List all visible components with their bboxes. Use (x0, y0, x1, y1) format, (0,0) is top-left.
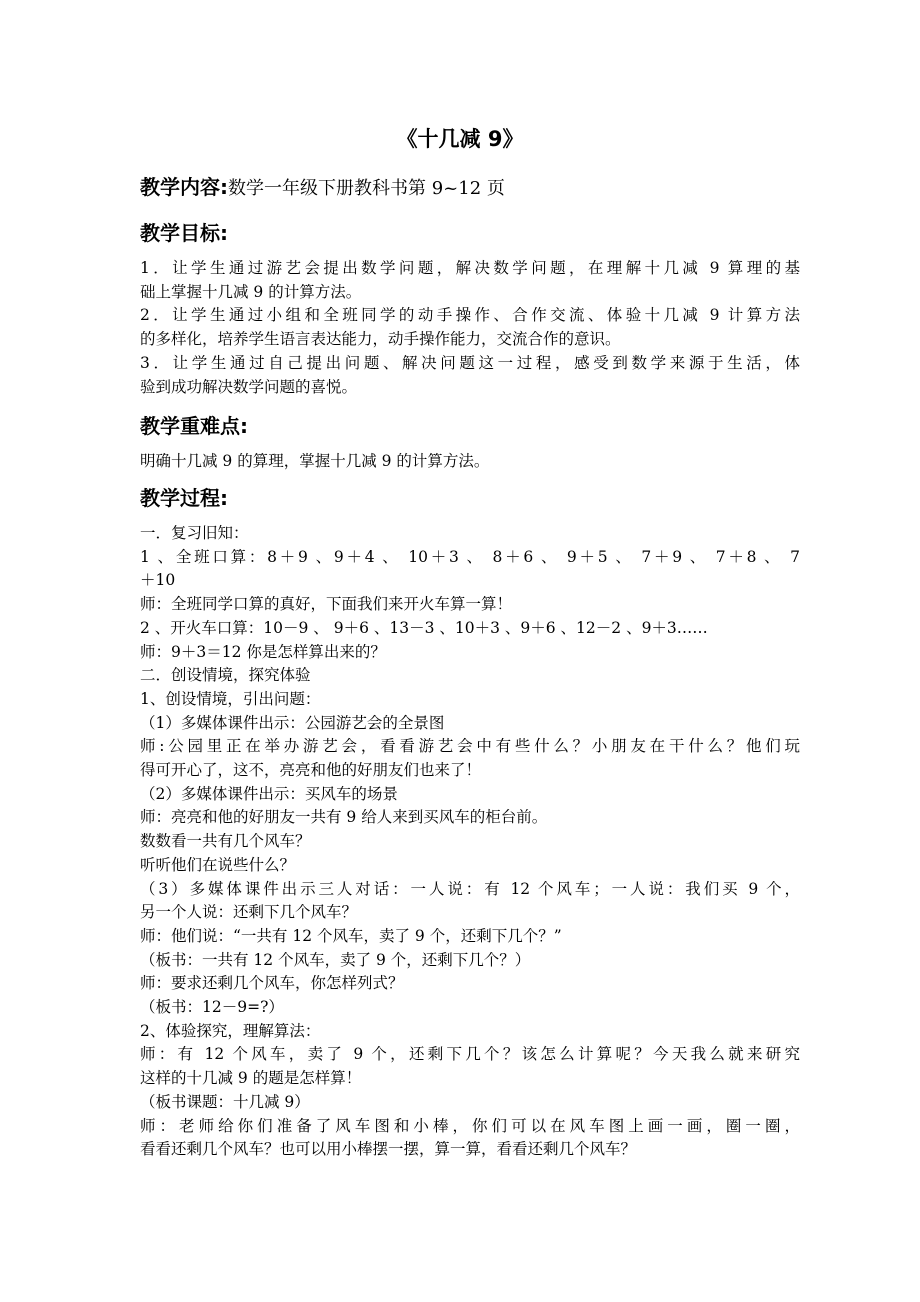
process-line: 师：有 12 个风车，卖了 9 个，还剩下几个？该怎么计算呢？今天我么就来研究 (140, 1045, 800, 1064)
process-line: 1、创设情境，引出问题： (140, 689, 321, 708)
objective-line: 1．让学生通过游艺会提出数学问题，解决数学问题，在理解十几减 9 算理的基 (140, 259, 800, 277)
process-line: （3）多媒体课件出示三人对话：一人说：有 12 个风车；一人说：我们买 9 个， (140, 879, 800, 898)
process-line: 师：他们说：“一共有 12 个风车，卖了 9 个，还剩下几个？” (140, 926, 562, 945)
objectives-heading: 教学目标: (140, 221, 228, 245)
process-heading: 教学过程: (140, 486, 228, 510)
objective-line: 3．让学生通过自己提出问题、解决问题这一过程，感受到数学来源于生活，体 (140, 353, 800, 372)
objective-line: 2．让学生通过小组和全班同学的动手操作、合作交流、体验十几减 9 计算方法 (140, 306, 800, 325)
process-line: 1 、全班口算：8＋9 、9＋4 、 10＋3 、 8＋6 、 9＋5 、 7＋9 、 7＋8 、 7 (140, 547, 800, 566)
process-line: 师：9＋3＝12 你是怎样算出来的？ (140, 642, 386, 661)
process-line: 听听他们在说些什么？ (140, 855, 296, 874)
process-line: 2、体验探究，理解算法： (140, 1021, 321, 1040)
process-line: 另一个人说：还剩下几个风车？ (140, 903, 358, 922)
teaching-content-label: 教学内容: (140, 175, 228, 199)
process-line: （板书课题：十几减 9） (140, 1092, 310, 1111)
process-line: 这样的十几减 9 的题是怎样算！ (140, 1069, 362, 1088)
keypoints-text: 明确十几减 9 的算理，掌握十几减 9 的计算方法。 (140, 452, 490, 470)
process-line: 师：全班同学口算的真好，下面我们来开火车算一算！ (140, 595, 513, 614)
process-line: （2）多媒体课件出示：买风车的场景 (140, 784, 398, 803)
objectives-block (140, 257, 800, 399)
process-line: （板书：一共有 12 个风车，卖了 9 个，还剩下几个？） (140, 950, 531, 969)
teaching-content (140, 174, 800, 202)
process-line: 数数看一共有几个风车？ (140, 832, 311, 851)
process-line: 得可开心了，这不，亮亮和他的好朋友们也来了！ (140, 761, 482, 780)
process-block (140, 522, 800, 1162)
process-line: 师：亮亮和他的好朋友一共有 9 给人来到买风车的柜台前。 (140, 808, 548, 827)
keypoints-heading: 教学重难点: (140, 414, 248, 438)
process-line: 二．创设情境，探究体验 (140, 666, 311, 685)
process-line: 师：要求还剩几个风车，你怎样列式？ (140, 974, 404, 993)
process-line: 师:公园里正在举办游艺会，看看游艺会中有些什么？小朋友在干什么？他们玩 (140, 737, 800, 756)
document-title: 《十几减 9》 (396, 127, 524, 151)
process-line: （1）多媒体课件出示：公园游艺会的全景图 (140, 713, 445, 732)
keypoints-block (140, 450, 800, 474)
process-line: 一．复习旧知： (140, 524, 249, 542)
process-line: 师：老师给你们准备了风车图和小棒，你们可以在风车图上画一画，圈一圈， (140, 1116, 800, 1135)
objective-line: 础上掌握十几减 9 的计算方法。 (140, 282, 362, 301)
teaching-content-text: 数学一年级下册教科书第 9~12 页 (228, 178, 505, 199)
objective-line: 验到成功解决数学问题的喜悦。 (140, 377, 358, 396)
process-line: 2 、开火车口算：10－9 、 9＋6 、13－3 、10＋3 、9＋6 、12－2 、9＋3…… (140, 618, 708, 637)
process-line: 看看还剩几个风车？也可以用小棒摆一摆，算一算，看看还剩几个风车？ (140, 1140, 637, 1159)
objective-line: 的多样化，培养学生语言表达能力，动手操作能力，交流合作的意识。 (140, 330, 621, 349)
process-line: ＋10 (140, 571, 176, 590)
process-line: （板书：12－9=?） (140, 998, 284, 1017)
